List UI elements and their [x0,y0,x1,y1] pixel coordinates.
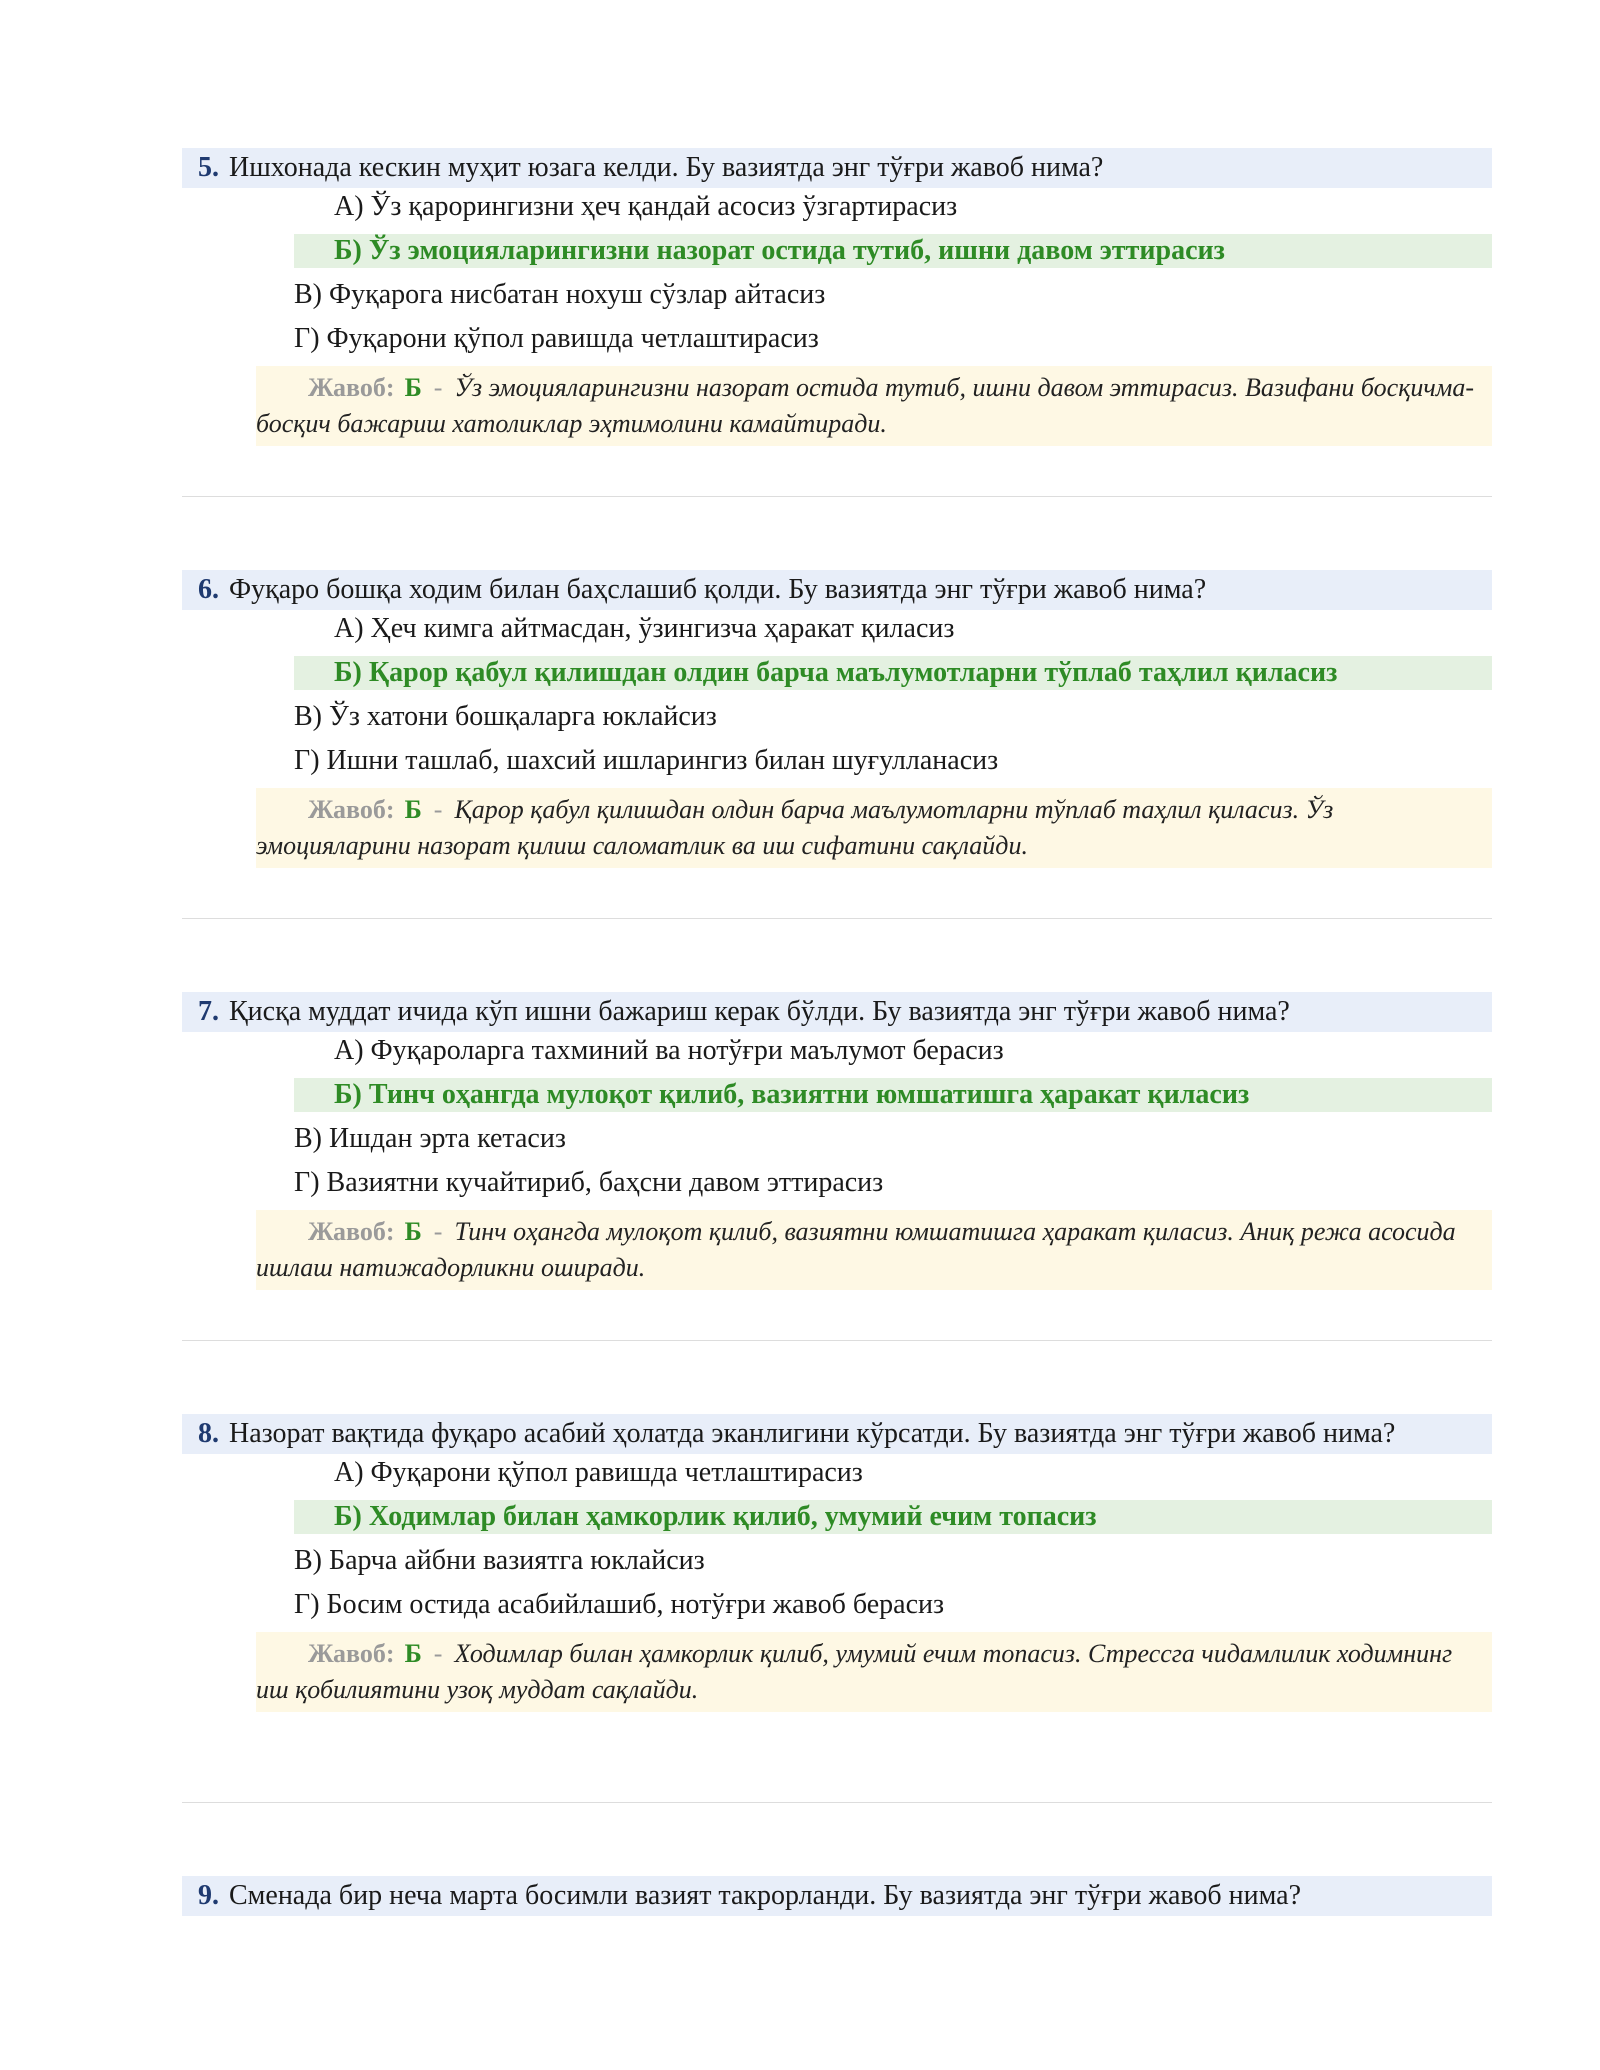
question-number: 5. [198,152,219,183]
option-v: В) Ишдан эрта кетасиз [294,1123,566,1154]
option-g: Г) Вазиятни кучайтириб, баҳсни давом эттирасиз [294,1167,884,1198]
answer-letter: Б [404,1217,422,1246]
question-9 [182,1876,1492,1916]
question-8 [182,1414,1492,1712]
option-b-correct: Б) Ходимлар билан ҳамкорлик қилиб, умумий ечим топасиз [294,1500,1492,1534]
answer-label: Жавоб: [308,795,395,824]
answer-label: Жавоб: [308,373,395,402]
question-text: Сменада бир неча марта босимли вазият такрорланди. Бу вазиятда энг тўғри жавоб нима? [229,1880,1301,1911]
options-list [182,1456,1492,1622]
question-header [182,570,1492,610]
option-g: Г) Ишни ташлаб, шахсий ишларингиз билан шуғулланасиз [294,745,999,776]
options-list [182,190,1492,356]
question-number: 6. [198,574,219,605]
answer-dash: - [433,1639,443,1668]
answer-text: Қарор қабул қилишдан олдин барча маълумотларни тўплаб таҳлил қиласиз. Ўз эмоцияларини назорат қилиш саломатлик ва иш сифатини сақлайди. [256,795,1334,860]
question-text: Ишхонада кескин муҳит юзага келди. Бу вазиятда энг тўғри жавоб нима? [229,152,1104,183]
question-number: 7. [198,996,219,1027]
option-a: А) Фуқароларга тахминий ва нотўғри маълумот берасиз [334,1035,1004,1066]
question-text: Назорат вақтида фуқаро асабий ҳолатда эканлигини кўрсатди. Бу вазиятда энг тўғри жавоб нима? [229,1418,1396,1449]
option-g: Г) Фуқарони қўпол равишда четлаштирасиз [294,323,819,354]
divider [182,918,1492,919]
option-v: В) Ўз хатони бошқаларга юклайсиз [294,701,717,732]
question-header [182,148,1492,188]
question-header [182,1876,1492,1916]
answer-dash: - [433,1217,443,1246]
option-a: А) Фуқарони қўпол равишда четлаштирасиз [334,1457,863,1488]
question-6 [182,570,1492,868]
options-list [182,612,1492,778]
divider [182,1802,1492,1803]
question-header [182,1414,1492,1454]
option-b-correct: Б) Ўз эмоцияларингизни назорат остида тутиб, ишни давом эттирасиз [294,234,1492,268]
option-b-correct: Б) Тинч оҳангда мулоқот қилиб, вазиятни юмшатишга ҳаракат қиласиз [294,1078,1492,1112]
answer-letter: Б [404,373,422,402]
question-text: Қисқа муддат ичида кўп ишни бажариш керак бўлди. Бу вазиятда энг тўғри жавоб нима? [229,996,1290,1027]
answer-text: Тинч оҳангда мулоқот қилиб, вазиятни юмшатишга ҳаракат қиласиз. Аниқ режа асосида ишлаш натижадорликни оширади. [256,1217,1456,1282]
options-list [182,1034,1492,1200]
answer-label: Жавоб: [308,1639,395,1668]
option-v: В) Барча айбни вазиятга юклайсиз [294,1545,705,1576]
question-5 [182,148,1492,446]
answer-dash: - [433,373,443,402]
option-a: А) Ўз қарорингизни ҳеч қандай асосиз ўзгартирасиз [334,191,958,222]
answer-text: Ўз эмоцияларингизни назорат остида тутиб, ишни давом эттирасиз. Вазифани босқичма-босқич бажариш хатоликлар эҳтимолини камайтиради. [256,373,1475,438]
answer-label: Жавоб: [308,1217,395,1246]
divider [182,496,1492,497]
divider [182,1340,1492,1341]
answer-box [256,366,1492,446]
option-a: А) Ҳеч кимга айтмасдан, ўзингизча ҳаракат қиласиз [334,613,955,644]
question-number: 9. [198,1880,219,1911]
answer-text: Ходимлар билан ҳамкорлик қилиб, умумий ечим топасиз. Стрессга чидамлилик ходимнинг иш қобилиятини узоқ муддат сақлайди. [256,1639,1453,1704]
question-7 [182,992,1492,1290]
answer-box [256,788,1492,868]
option-g: Г) Босим остида асабийлашиб, нотўғри жавоб берасиз [294,1589,945,1620]
answer-letter: Б [404,795,422,824]
answer-box [256,1632,1492,1712]
answer-dash: - [433,795,443,824]
option-b-correct: Б) Қарор қабул қилишдан олдин барча маълумотларни тўплаб таҳлил қиласиз [294,656,1492,690]
answer-box [256,1210,1492,1290]
question-header [182,992,1492,1032]
option-v: В) Фуқарога нисбатан нохуш сўзлар айтасиз [294,279,826,310]
question-text: Фуқаро бошқа ходим билан баҳслашиб қолди. Бу вазиятда энг тўғри жавоб нима? [229,574,1207,605]
answer-letter: Б [404,1639,422,1668]
question-number: 8. [198,1418,219,1449]
